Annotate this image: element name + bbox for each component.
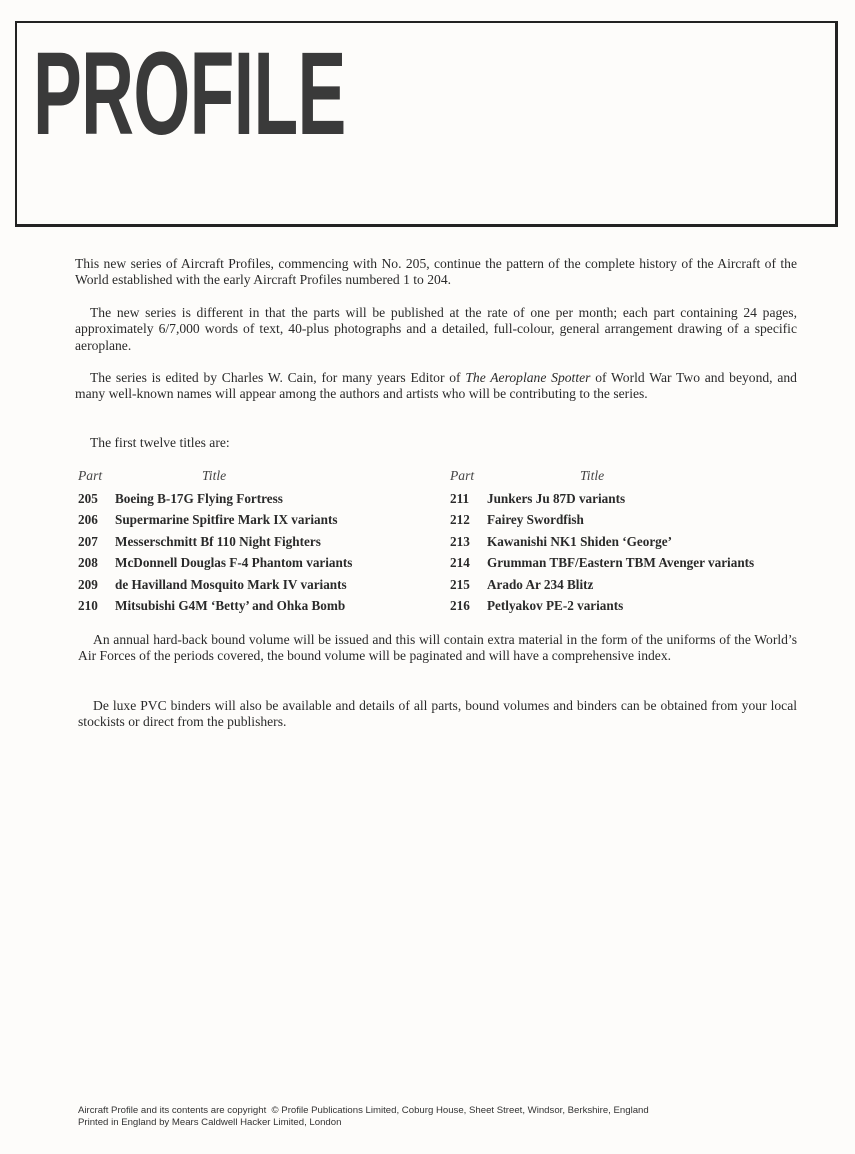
part-number: 214 <box>450 555 470 571</box>
part-number: 209 <box>78 576 98 592</box>
part-number: 213 <box>450 533 470 549</box>
right-part-header: Part <box>450 468 475 483</box>
title-row <box>78 598 352 619</box>
intro-paragraph-3 <box>75 370 797 403</box>
intro-paragraph-2: The new series is different in that the parts will be published at the rate of one per month; each part containing 24 pages, approximately 6/7,000 words of text, 40-plus photographs and a detailed, full-colour, general arrangement drawing of a specific aeroplane. <box>75 305 797 353</box>
titles-intro: The first twelve titles are: <box>90 435 230 450</box>
left-part-header: Part <box>78 468 103 483</box>
part-number: 206 <box>78 512 98 528</box>
part-number: 205 <box>78 491 98 506</box>
part-number: 208 <box>78 555 98 571</box>
intro-paragraph-1: This new series of Aircraft Profiles, commencing with No. 205, continue the pattern of the complete history of the Aircraft of the World established with the early Aircraft Profiles numbered 1 to 204. <box>75 256 797 288</box>
part-title: Kawanishi NK1 Shiden ‘George’ <box>487 533 673 549</box>
title-row <box>450 598 754 619</box>
masthead-box <box>15 21 838 227</box>
left-title-header: Title <box>202 468 227 483</box>
part-number: 212 <box>450 512 470 528</box>
bound-volume-paragraph: An annual hard-back bound volume will be issued and this will contain extra material in the form of the uniforms of the World’s Air Forces of the periods covered, the bound volume will be paginated and will have a comprehensive index. <box>78 632 797 664</box>
masthead-title: PROFILE <box>33 28 346 160</box>
publication-title: The Aeroplane Spotter <box>465 370 591 385</box>
title-row <box>78 512 352 533</box>
title-row <box>78 555 352 576</box>
part-title: Boeing B-17G Flying Fortress <box>115 491 283 506</box>
title-row <box>450 534 754 555</box>
title-row <box>450 512 754 533</box>
copyright-footer <box>78 1105 649 1129</box>
copyright-line: Aircraft Profile and its contents are copyright © Profile Publications Limited, Coburg House, Sheet Street, Windsor, Berkshire, England <box>78 1105 649 1116</box>
intro-paragraph-3-start: The series is edited by Charles W. Cain, for many years Editor of <box>90 370 466 385</box>
part-number: 211 <box>450 491 470 506</box>
part-title: de Havilland Mosquito Mark IV variants <box>115 576 347 592</box>
intro-paragraph-3-end: of World War Two and beyond, and many well-known names will appear among the authors and artists who will be contributing to the series. <box>75 370 797 402</box>
title-row <box>78 577 352 598</box>
part-title: Supermarine Spitfire Mark IX variants <box>115 512 338 528</box>
part-title: Petlyakov PE-2 variants <box>487 597 624 613</box>
title-row <box>450 491 754 512</box>
title-row <box>78 534 352 555</box>
part-number: 210 <box>78 597 98 613</box>
titles-list-left <box>78 491 352 619</box>
part-title: Fairey Swordfish <box>487 512 584 528</box>
right-title-header: Title <box>580 468 605 483</box>
binders-paragraph: De luxe PVC binders will also be available and details of all parts, bound volumes and binders can be obtained from your local stockists or direct from the publishers. <box>78 698 797 730</box>
part-title: Arado Ar 234 Blitz <box>487 576 594 592</box>
titles-list-right <box>450 491 754 619</box>
part-title: Messerschmitt Bf 110 Night Fighters <box>115 533 321 549</box>
part-number: 215 <box>450 576 470 592</box>
title-row <box>78 491 352 512</box>
title-row <box>450 577 754 598</box>
part-title: Grumman TBF/Eastern TBM Avenger variants <box>487 555 755 571</box>
part-number: 207 <box>78 533 98 549</box>
title-row <box>450 555 754 576</box>
part-number: 216 <box>450 597 470 613</box>
printer-line: Printed in England by Mears Caldwell Hacker Limited, London <box>78 1117 342 1128</box>
part-title: Mitsubishi G4M ‘Betty’ and Ohka Bomb <box>115 597 346 613</box>
part-title: Junkers Ju 87D variants <box>487 491 626 506</box>
part-title: McDonnell Douglas F-4 Phantom variants <box>115 555 353 571</box>
